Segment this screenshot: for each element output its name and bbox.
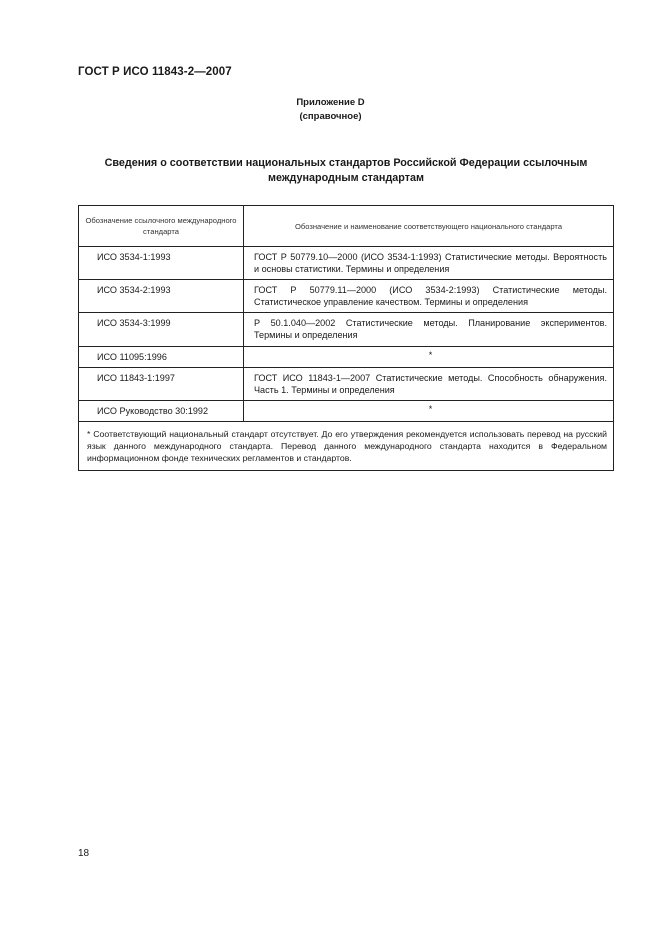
annex-label: Приложение D: [296, 97, 365, 108]
table-header-row: [79, 206, 614, 247]
table-row: [79, 313, 614, 347]
reference-standard: ИСО 3534-2:1993: [79, 280, 244, 313]
national-standard: *: [244, 347, 614, 368]
reference-standard: ИСО 11843-1:1997: [79, 368, 244, 401]
correspondence-table: [78, 205, 614, 471]
section-title: Сведения о соответствии национальных стандартов Российской Федерации ссылочным международным стандартам: [104, 157, 588, 184]
national-standard: ГОСТ Р 50779.11—2000 (ИСО 3534-2:1993) Статистические методы. Статистическое управление качеством. Термины и определения: [244, 280, 614, 313]
table-row: [79, 347, 614, 368]
national-standard: ГОСТ ИСО 11843-1—2007 Статистические методы. Способность обнаружения. Часть 1. Термины и определения: [244, 368, 614, 401]
national-standard: *: [244, 401, 614, 422]
col-header-reference: Обозначение ссылочного международного стандарта: [79, 206, 244, 247]
table-row: [79, 368, 614, 401]
table-row: [79, 247, 614, 280]
table-row: [79, 280, 614, 313]
reference-standard: ИСО 3534-1:1993: [79, 247, 244, 280]
annex-heading: [0, 96, 661, 124]
reference-standard: ИСО 3534-3:1999: [79, 313, 244, 347]
page-number: 18: [78, 848, 90, 859]
national-standard: ГОСТ Р 50779.10—2000 (ИСО 3534-1:1993) Статистические методы. Вероятность и основы статистики. Термины и определения: [244, 247, 614, 280]
reference-standard: ИСО 11095:1996: [79, 347, 244, 368]
table-row: [79, 401, 614, 422]
reference-standard: ИСО Руководство 30:1992: [79, 401, 244, 422]
table-footnote-row: [79, 422, 614, 471]
document-code: ГОСТ Р ИСО 11843-2—2007: [78, 66, 232, 78]
annex-kind: (справочное): [299, 111, 362, 122]
table-footnote: * Соответствующий национальный стандарт отсутствует. До его утверждения рекомендуется использовать перевод на русский язык данного международного стандарта. Перевод данного международного стандарта находится в Федеральном информационном фонде технических регламентов и стандартов.: [79, 422, 614, 471]
col-header-national: Обозначение и наименование соответствующего национального стандарта: [244, 206, 614, 247]
national-standard: Р 50.1.040—2002 Статистические методы. Планирование экспериментов. Термины и определения: [244, 313, 614, 347]
